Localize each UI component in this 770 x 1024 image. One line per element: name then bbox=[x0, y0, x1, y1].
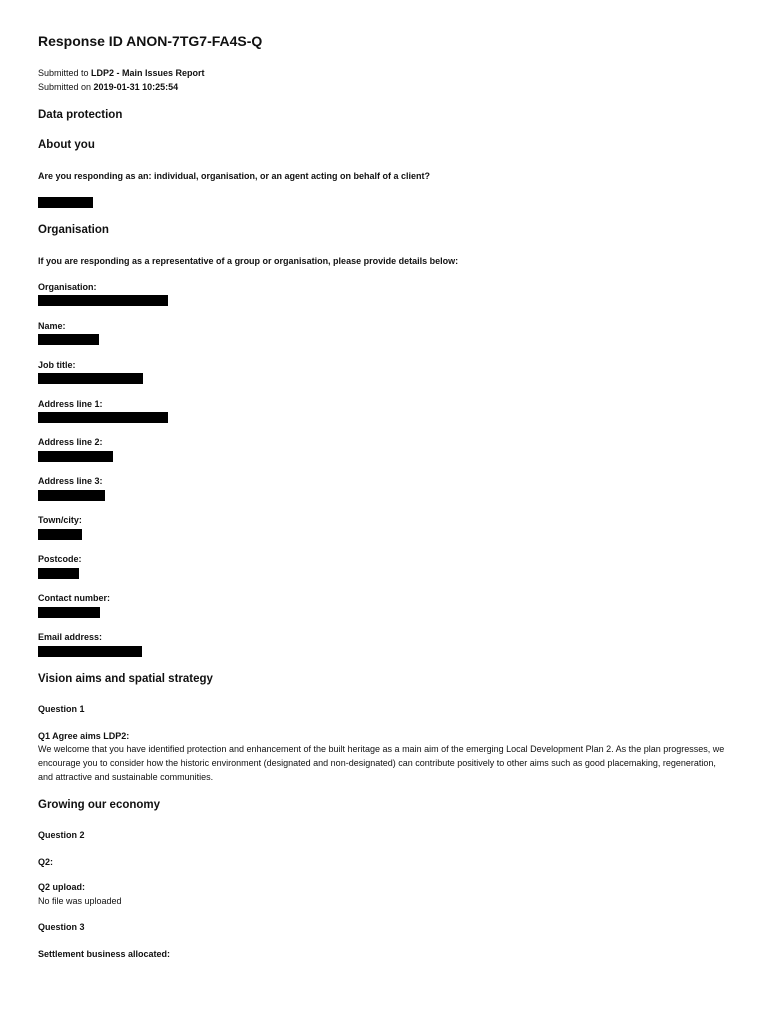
submitted-to-value: LDP2 - Main Issues Report bbox=[91, 68, 205, 78]
submitted-to bbox=[38, 68, 205, 78]
field-label-town-city: Town/city: bbox=[38, 515, 82, 525]
redacted-organisation bbox=[38, 295, 168, 306]
field-label-address-line-2: Address line 2: bbox=[38, 437, 103, 447]
redacted-respondent-type bbox=[38, 197, 93, 208]
question-2-heading: Question 2 bbox=[38, 830, 85, 840]
q2-upload-label: Q2 upload: bbox=[38, 882, 85, 892]
redacted-contact-number bbox=[38, 607, 100, 618]
field-label-contact-number: Contact number: bbox=[38, 593, 110, 603]
submitted-on bbox=[38, 82, 178, 92]
q2-upload-value: No file was uploaded bbox=[38, 896, 122, 906]
field-label-address-line-1: Address line 1: bbox=[38, 399, 103, 409]
section-growing-economy: Growing our economy bbox=[38, 799, 161, 811]
redacted-job-title bbox=[38, 373, 143, 384]
respondent-type-question: Are you responding as an: individual, organisation, or an agent acting on behalf of a client? bbox=[38, 171, 431, 181]
organisation-intro: If you are responding as a representative of a group or organisation, please provide details below: bbox=[38, 256, 459, 266]
submitted-on-value: 2019-01-31 10:25:54 bbox=[93, 82, 179, 92]
response-title: Response ID ANON-7TG7-FA4S-Q bbox=[38, 33, 263, 49]
q2-label: Q2: bbox=[38, 857, 54, 867]
section-data-protection: Data protection bbox=[38, 109, 123, 121]
redacted-address-line-3 bbox=[38, 490, 105, 501]
redacted-address-line-2 bbox=[38, 451, 113, 462]
field-label-postcode: Postcode: bbox=[38, 554, 82, 564]
q3-label: Settlement business allocated: bbox=[38, 949, 171, 959]
question-1-heading: Question 1 bbox=[38, 704, 85, 714]
section-vision-aims: Vision aims and spatial strategy bbox=[38, 673, 213, 685]
submitted-to-label: Submitted to bbox=[38, 68, 92, 78]
redacted-email-address bbox=[38, 646, 142, 657]
field-label-address-line-3: Address line 3: bbox=[38, 476, 103, 486]
redacted-name bbox=[38, 334, 99, 345]
field-label-organisation: Organisation: bbox=[38, 282, 97, 292]
redacted-town-city bbox=[38, 529, 82, 540]
field-label-email-address: Email address: bbox=[38, 632, 103, 642]
submitted-on-label: Submitted on bbox=[38, 82, 94, 92]
q1-label: Q1 Agree aims LDP2: bbox=[38, 731, 130, 741]
question-3-heading: Question 3 bbox=[38, 922, 85, 932]
field-label-name: Name: bbox=[38, 321, 66, 331]
q1-answer: We welcome that you have identified protection and enhancement of the built heritage as a main aim of the emerging Local Development Plan 2. As the plan progresses, we encourage you to consider how the historic environment (designated and non-designated) can contribute positively to other aims such as good placemaking, regeneration, and attractive and sustainable communities. bbox=[38, 744, 725, 782]
field-label-job-title: Job title: bbox=[38, 360, 76, 370]
section-organisation: Organisation bbox=[38, 224, 109, 236]
redacted-postcode bbox=[38, 568, 79, 579]
section-about-you: About you bbox=[38, 139, 95, 151]
redacted-address-line-1 bbox=[38, 412, 168, 423]
